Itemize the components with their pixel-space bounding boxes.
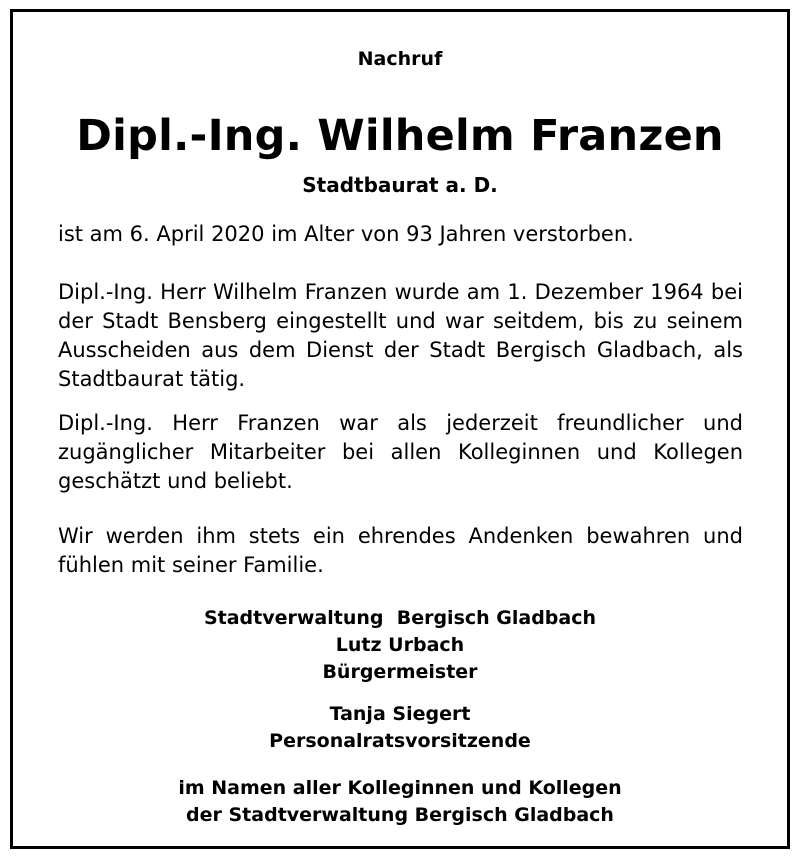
closing-line-1: im Namen aller Kolleginnen und Kollegen (178, 777, 622, 799)
signature-council-name: Tanja Siegert (329, 703, 471, 725)
obituary-content (13, 12, 787, 846)
deceased-name: Dipl.-Ing. Wilhelm Franzen (76, 111, 724, 161)
paragraph-character: Dipl.-Ing. Herr Franzen war als jederzeit freundlicher und zugänglicher Mitarbeiter bei allen Kolleginnen und Kollegen geschätzt und beliebt. (58, 411, 743, 493)
signature-council (13, 701, 787, 755)
obituary-border (10, 9, 790, 849)
paragraph-death-date: ist am 6. April 2020 im Alter von 93 Jahren verstorben. (58, 222, 634, 246)
signature-mayor-role: Bürgermeister (322, 661, 478, 683)
paragraph-career: Dipl.-Ing. Herr Wilhelm Franzen wurde am 1. Dezember 1964 bei der Stadt Bensberg eingestellt und war seitdem, bis zu seinem Ausscheiden aus dem Dienst der Stadt Bergisch Gladbach, als Stadtbaurat tätig. (58, 280, 743, 391)
closing-line-2: der Stadtverwaltung Bergisch Gladbach (186, 804, 614, 826)
deceased-title: Stadtbaurat a. D. (302, 173, 498, 197)
signature-closing (13, 775, 787, 829)
signature-council-role: Personalratsvorsitzende (269, 730, 531, 752)
paragraph-condolence: Wir werden ihm stets ein ehrendes Andenken bewahren und fühlen mit seiner Familie. (58, 524, 743, 577)
notice-heading: Nachruf (357, 48, 443, 70)
signature-organization: Stadtverwaltung Bergisch Gladbach (203, 607, 597, 629)
signature-mayor (13, 605, 787, 686)
signature-mayor-name: Lutz Urbach (335, 634, 465, 656)
